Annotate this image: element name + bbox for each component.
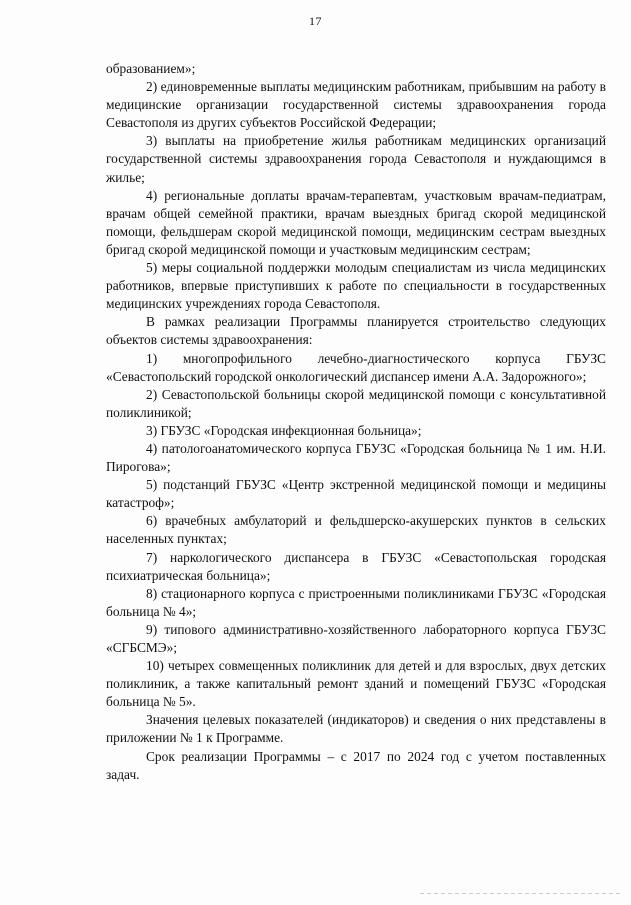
paragraph-item-4-regional-bonuses: 4) региональные доплаты врачам-терапевтам, участковым врачам-педиатрам, врачам общей семейной практики, врачам выездных бригад скорой медицинской помощи, фельдшерам скорой медицинской помощи, медицинским сестрам выездных бригад скорой медицинской помощи и участковым медицинским сестрам; (106, 187, 606, 257)
paragraph-item-5-young-specialists: 5) меры социальной поддержки молодым специалистам из числа медицинских работников, впервые приступивших к работе по специальности в государственных медицинских учреждениях города Севастополя. (106, 260, 606, 312)
list-item-construction-2: 2) Севастопольской больницы скорой медицинской помощи с консультативной поликлиникой; (106, 386, 606, 420)
list-item-construction-5: 5) подстанций ГБУЗС «Центр экстренной медицинской помощи и медицины катастроф»; (106, 477, 606, 511)
list-item-construction-9: 9) типового административно-хозяйственного лабораторного корпуса ГБУЗС «СГБСМЭ»; (106, 621, 606, 655)
list-item-construction-1: 1) многопрофильного лечебно-диагностического корпуса ГБУЗС «Севастопольский городской онкологический диспансер имени А.А. Задорожного»; (106, 350, 606, 384)
document-body (106, 60, 606, 784)
paragraph-item-2-relocation-payments: 2) единовременные выплаты медицинским работникам, прибывшим на работу в медицинские организации государственной системы здравоохранения города Севастополя из других субъектов Российской Федерации; (106, 79, 606, 131)
page-number: 17 (309, 14, 322, 28)
list-item-construction-7: 7) наркологического диспансера в ГБУЗС «Севастопольская городская психиатрическая больница»; (106, 549, 606, 583)
scan-edge-line (420, 893, 620, 894)
paragraph-indicators-note: Значения целевых показателей (индикаторов) и сведения о них представлены в приложении № 1 к Программе. (106, 712, 606, 746)
list-item-construction-8: 8) стационарного корпуса с пристроенными поликлиниками ГБУЗС «Городская больница № 4»; (106, 585, 606, 619)
paragraph-item-3-housing-payments: 3) выплаты на приобретение жилья работникам медицинских организаций государственной системы здравоохранения города Севастополя и нуждающимся в жилье; (106, 133, 606, 185)
list-item-construction-6: 6) врачебных амбулаторий и фельдшерско-акушерских пунктов в сельских населенных пунктах; (106, 513, 606, 547)
list-item-construction-10: 10) четырех совмещенных поликлиник для детей и для взрослых, двух детских поликлиник, а также капитальный ремонт зданий и помещений ГБУЗС «Городская больница № 5». (106, 658, 606, 710)
paragraph-continuation: образованием»; (106, 61, 196, 76)
paragraph-program-term: Срок реализации Программы – с 2017 по 2024 год с учетом поставленных задач. (106, 748, 606, 782)
list-item-construction-3: 3) ГБУЗС «Городская инфекционная больница»; (146, 422, 422, 438)
paragraph-construction-intro: В рамках реализации Программы планируется строительство следующих объектов системы здравоохранения: (106, 314, 606, 348)
list-item-construction-4: 4) патологоанатомического корпуса ГБУЗС «Городская больница № 1 им. Н.И. Пирогова»; (106, 440, 606, 475)
